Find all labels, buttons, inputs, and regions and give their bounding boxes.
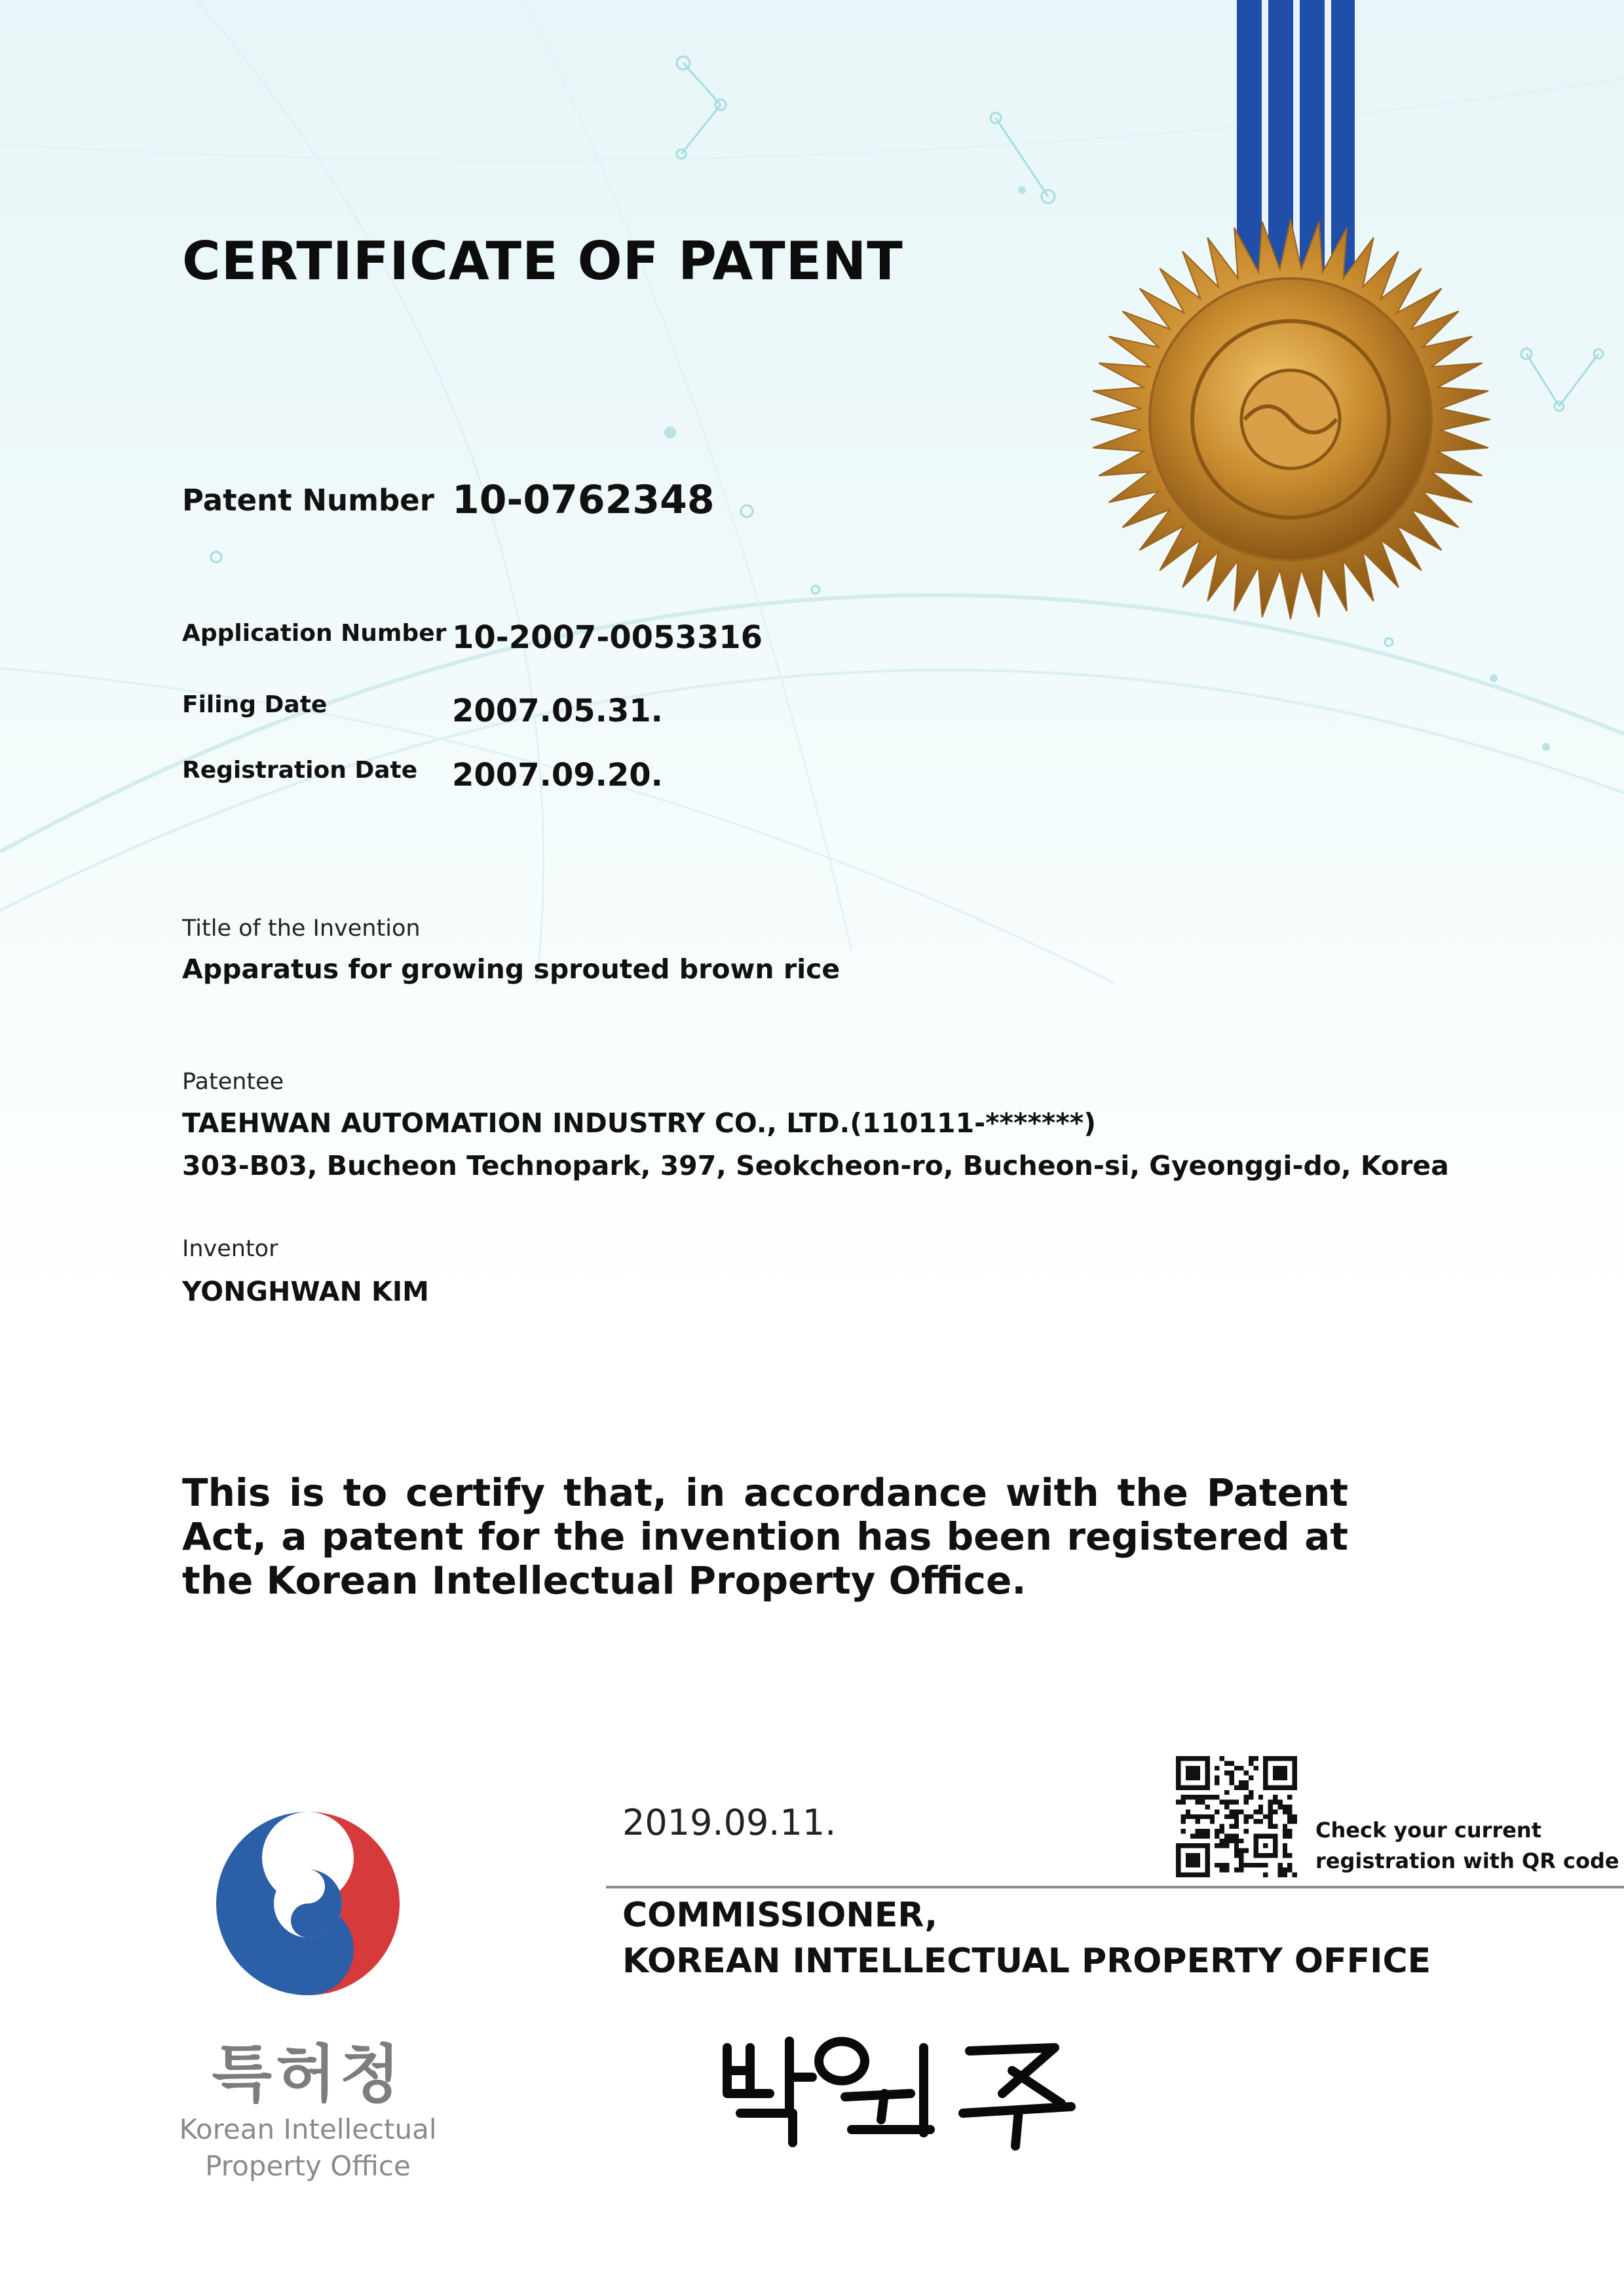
kipo-english-line-1: Korean Intellectual [179,2113,437,2145]
qr-caption-line-2: registration with QR code [1315,1848,1619,1873]
commissioner-signature [714,2021,1081,2152]
registration-date-value: 2007.09.20. [452,757,663,794]
invention-title-label: Title of the Invention [182,915,421,942]
invention-title-value: Apparatus for growing sprouted brown rice [182,953,840,985]
qr-caption [1315,1815,1619,1877]
commissioner-line-1: COMMISSIONER, [622,1896,938,1935]
certification-statement: This is to certify that, in accordance with the Patent Act, a patent for the invention has been registered at the Korean Intellectual Property Office. [182,1470,1348,1603]
commissioner-line-2: KOREAN INTELLECTUAL PROPERTY OFFICE [622,1942,1431,1981]
kipo-english-line-2: Property Office [205,2150,411,2182]
inventor-label: Inventor [182,1236,278,1262]
patent-number-label: Patent Number [182,483,434,518]
patent-number-value: 10-0762348 [452,477,715,523]
registration-date-label: Registration Date [182,757,418,784]
patentee-name: TAEHWAN AUTOMATION INDUSTRY CO., LTD.(110111-*******) [182,1107,1096,1139]
qr-code-icon[interactable] [1176,1756,1297,1877]
kipo-taegeuk-logo-icon [210,1805,406,2002]
filing-date-value: 2007.05.31. [452,693,663,729]
qr-caption-line-1: Check your current [1315,1818,1541,1843]
kipo-korean-name: 특허청 [212,2038,404,2111]
inventor-value: YONGHWAN KIM [182,1276,429,1307]
certificate-title: CERTIFICATE OF PATENT [182,231,903,292]
signature-divider [606,1886,1624,1888]
kipo-english-name [151,2111,465,2185]
application-number-value: 10-2007-0053316 [452,619,763,656]
issue-date: 2019.09.11. [622,1802,837,1843]
application-number-label: Application Number [182,620,447,647]
filing-date-label: Filing Date [182,691,328,718]
commissioner-title [622,1892,1431,1984]
gold-seal-icon [1087,216,1494,622]
patentee-address: 303-B03, Bucheon Technopark, 397, Seokcheon-ro, Bucheon-si, Gyeonggi-do, Korea [182,1150,1449,1181]
patentee-label: Patentee [182,1069,284,1095]
